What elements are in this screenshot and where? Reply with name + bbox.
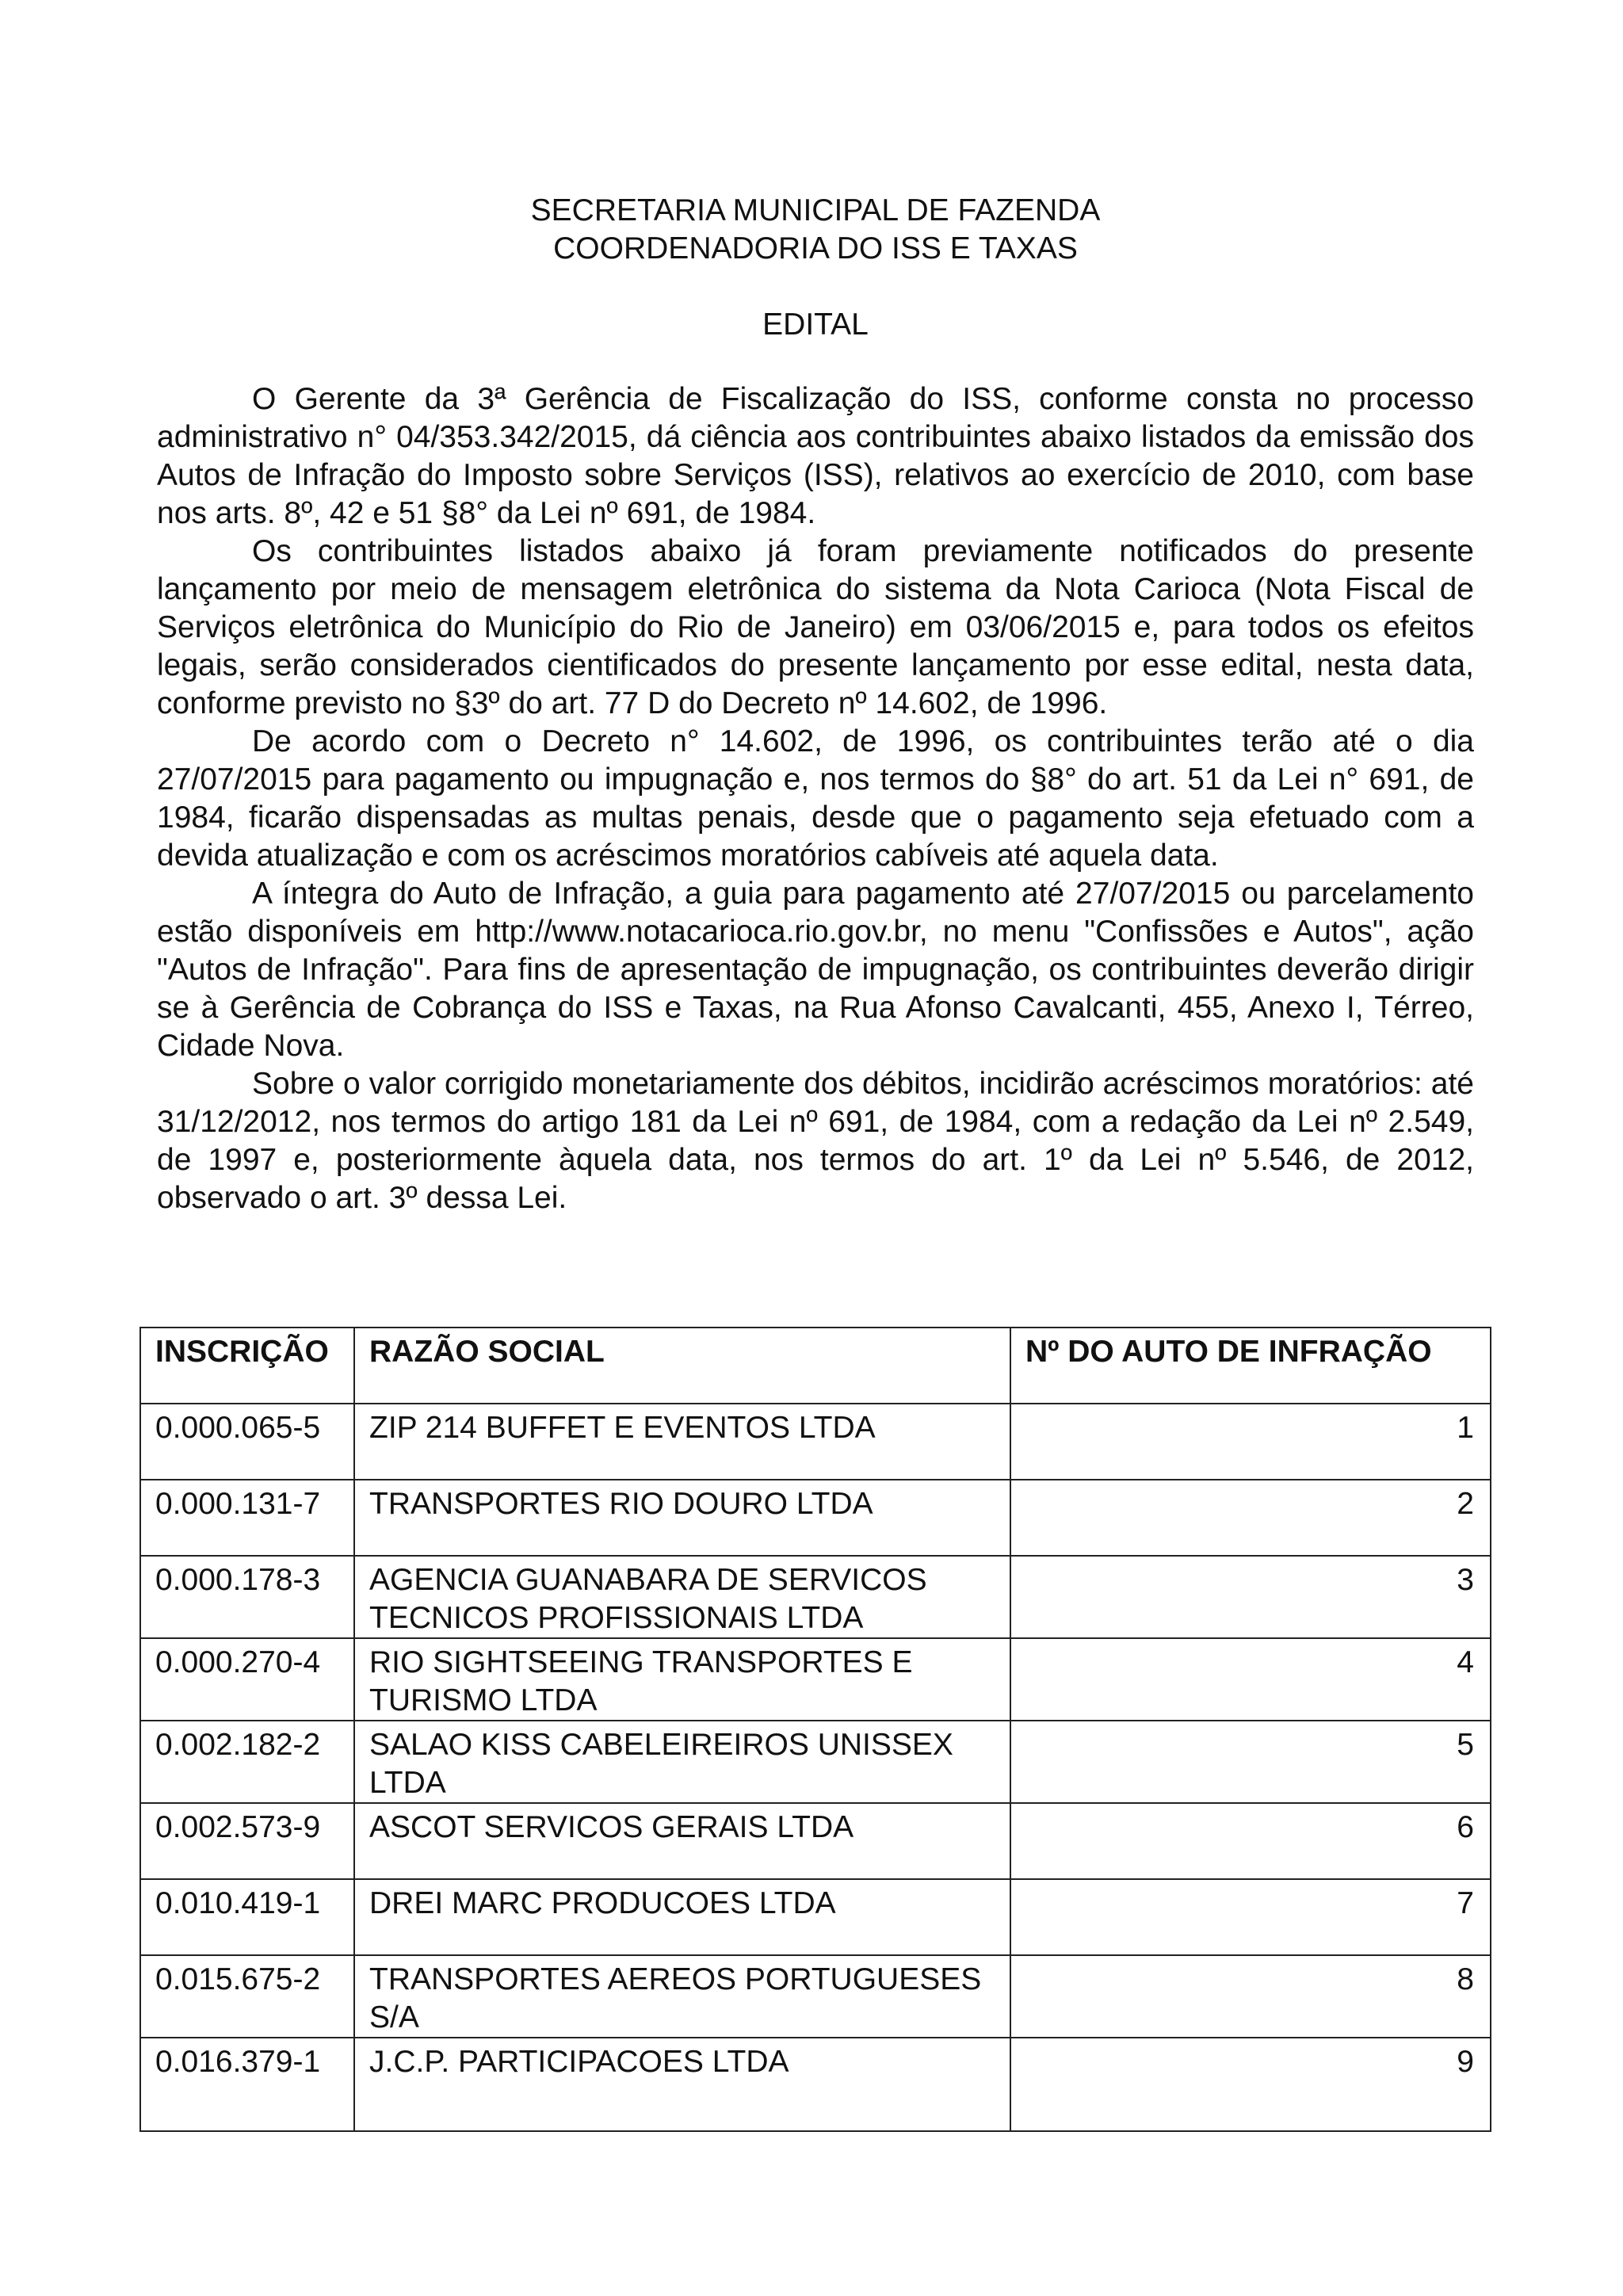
autos-table (139, 1327, 1491, 2132)
cell-numero-auto: 7 (1010, 1879, 1491, 1955)
paragraph-4: A íntegra do Auto de Infração, a guia para pagamento até 27/07/2015 ou parcelamento estão disponíveis em http://www.notacarioca.rio.gov.br, no menu "Confissões e Autos", ação "Autos de Infração". Para fins de apresentação de impugnação, os contribuintes deverão dirigir se à Gerência de Cobrança do ISS e Taxas, na Rua Afonso Cavalcanti, 455, Anexo I, Térreo, Cidade Nova. (157, 877, 1474, 1063)
cell-inscricao: 0.010.419-1 (140, 1879, 354, 1955)
header-inscricao: INSCRIÇÃO (140, 1328, 354, 1404)
cell-inscricao: 0.000.131-7 (140, 1480, 354, 1556)
table-row (140, 1480, 1491, 1556)
table-row (140, 1404, 1491, 1480)
table-row (140, 1879, 1491, 1955)
header-numero-auto: Nº DO AUTO DE INFRAÇÃO (1010, 1328, 1491, 1404)
table-row (140, 1556, 1491, 1638)
table-row (140, 1638, 1491, 1721)
cell-razao-social: ASCOT SERVICOS GERAIS LTDA (354, 1803, 1010, 1879)
cell-numero-auto: 5 (1010, 1721, 1491, 1803)
cell-inscricao: 0.002.573-9 (140, 1803, 354, 1879)
cell-inscricao: 0.000.178-3 (140, 1556, 354, 1638)
cell-razao-social: DREI MARC PRODUCOES LTDA (354, 1879, 1010, 1955)
cell-inscricao: 0.016.379-1 (140, 2038, 354, 2131)
document-title: EDITAL (762, 308, 869, 342)
cell-razao-social: ZIP 214 BUFFET E EVENTOS LTDA (354, 1404, 1010, 1480)
cell-numero-auto: 6 (1010, 1803, 1491, 1879)
paragraph-3: De acordo com o Decreto n° 14.602, de 1996, os contribuintes terão até o dia 27/07/2015 para pagamento ou impugnação e, nos termos do §8° do art. 51 da Lei n° 691, de 1984, ficarão dispensadas as multas penais, desde que o pagamento seja efetuado com a devida atualização e com os acréscimos moratórios cabíveis até aquela data. (157, 724, 1474, 873)
header-secretaria: SECRETARIA MUNICIPAL DE FAZENDA (530, 193, 1101, 227)
cell-inscricao: 0.000.065-5 (140, 1404, 354, 1480)
paragraph-5: Sobre o valor corrigido monetariamente dos débitos, incidirão acréscimos moratórios: até 31/12/2012, nos termos do artigo 181 da Lei nº 691, de 1984, com a redação da Lei nº 2.549, de 1997 e, posteriormente àquela data, nos termos do art. 1º da Lei nº 5.546, de 2012, observado o art. 3º dessa Lei. (157, 1067, 1474, 1215)
cell-numero-auto: 4 (1010, 1638, 1491, 1721)
cell-numero-auto: 9 (1010, 2038, 1491, 2131)
cell-inscricao: 0.015.675-2 (140, 1955, 354, 2038)
cell-razao-social: TRANSPORTES RIO DOURO LTDA (354, 1480, 1010, 1556)
table-row (140, 1955, 1491, 2038)
edital-body (157, 380, 1474, 1217)
cell-razao-social: SALAO KISS CABELEIREIROS UNISSEX LTDA (354, 1721, 1010, 1803)
cell-razao-social: AGENCIA GUANABARA DE SERVICOS TECNICOS PROFISSIONAIS LTDA (354, 1556, 1010, 1638)
header-razao-social: RAZÃO SOCIAL (354, 1328, 1010, 1404)
table-header-row (140, 1328, 1491, 1404)
paragraph-1: O Gerente da 3ª Gerência de Fiscalização do ISS, conforme consta no processo administrativo n° 04/353.342/2015, dá ciência aos contribuintes abaixo listados da emissão dos Autos de Infração do Imposto sobre Serviços (ISS), relativos ao exercício de 2010, com base nos arts. 8º, 42 e 51 §8° da Lei nº 691, de 1984. (157, 382, 1474, 530)
cell-inscricao: 0.002.182-2 (140, 1721, 354, 1803)
header-coordenadoria: COORDENADORIA DO ISS E TAXAS (553, 231, 1078, 266)
cell-razao-social: RIO SIGHTSEEING TRANSPORTES E TURISMO LTDA (354, 1638, 1010, 1721)
paragraph-2: Os contribuintes listados abaixo já foram previamente notificados do presente lançamento por meio de mensagem eletrônica do sistema da Nota Carioca (Nota Fiscal de Serviços eletrônica do Município do Rio de Janeiro) em 03/06/2015 e, para todos os efeitos legais, serão considerados cientificados do presente lançamento por esse edital, nesta data, conforme previsto no §3º do art. 77 D do Decreto nº 14.602, de 1996. (157, 534, 1474, 720)
cell-numero-auto: 2 (1010, 1480, 1491, 1556)
cell-numero-auto: 8 (1010, 1955, 1491, 2038)
table-row (140, 2038, 1491, 2131)
cell-numero-auto: 1 (1010, 1404, 1491, 1480)
table-row (140, 1721, 1491, 1803)
cell-inscricao: 0.000.270-4 (140, 1638, 354, 1721)
cell-razao-social: TRANSPORTES AEREOS PORTUGUESES S/A (354, 1955, 1010, 2038)
cell-razao-social: J.C.P. PARTICIPACOES LTDA (354, 2038, 1010, 2131)
cell-numero-auto: 3 (1010, 1556, 1491, 1638)
table-row (140, 1803, 1491, 1879)
autos-table-container (139, 1327, 1490, 2132)
